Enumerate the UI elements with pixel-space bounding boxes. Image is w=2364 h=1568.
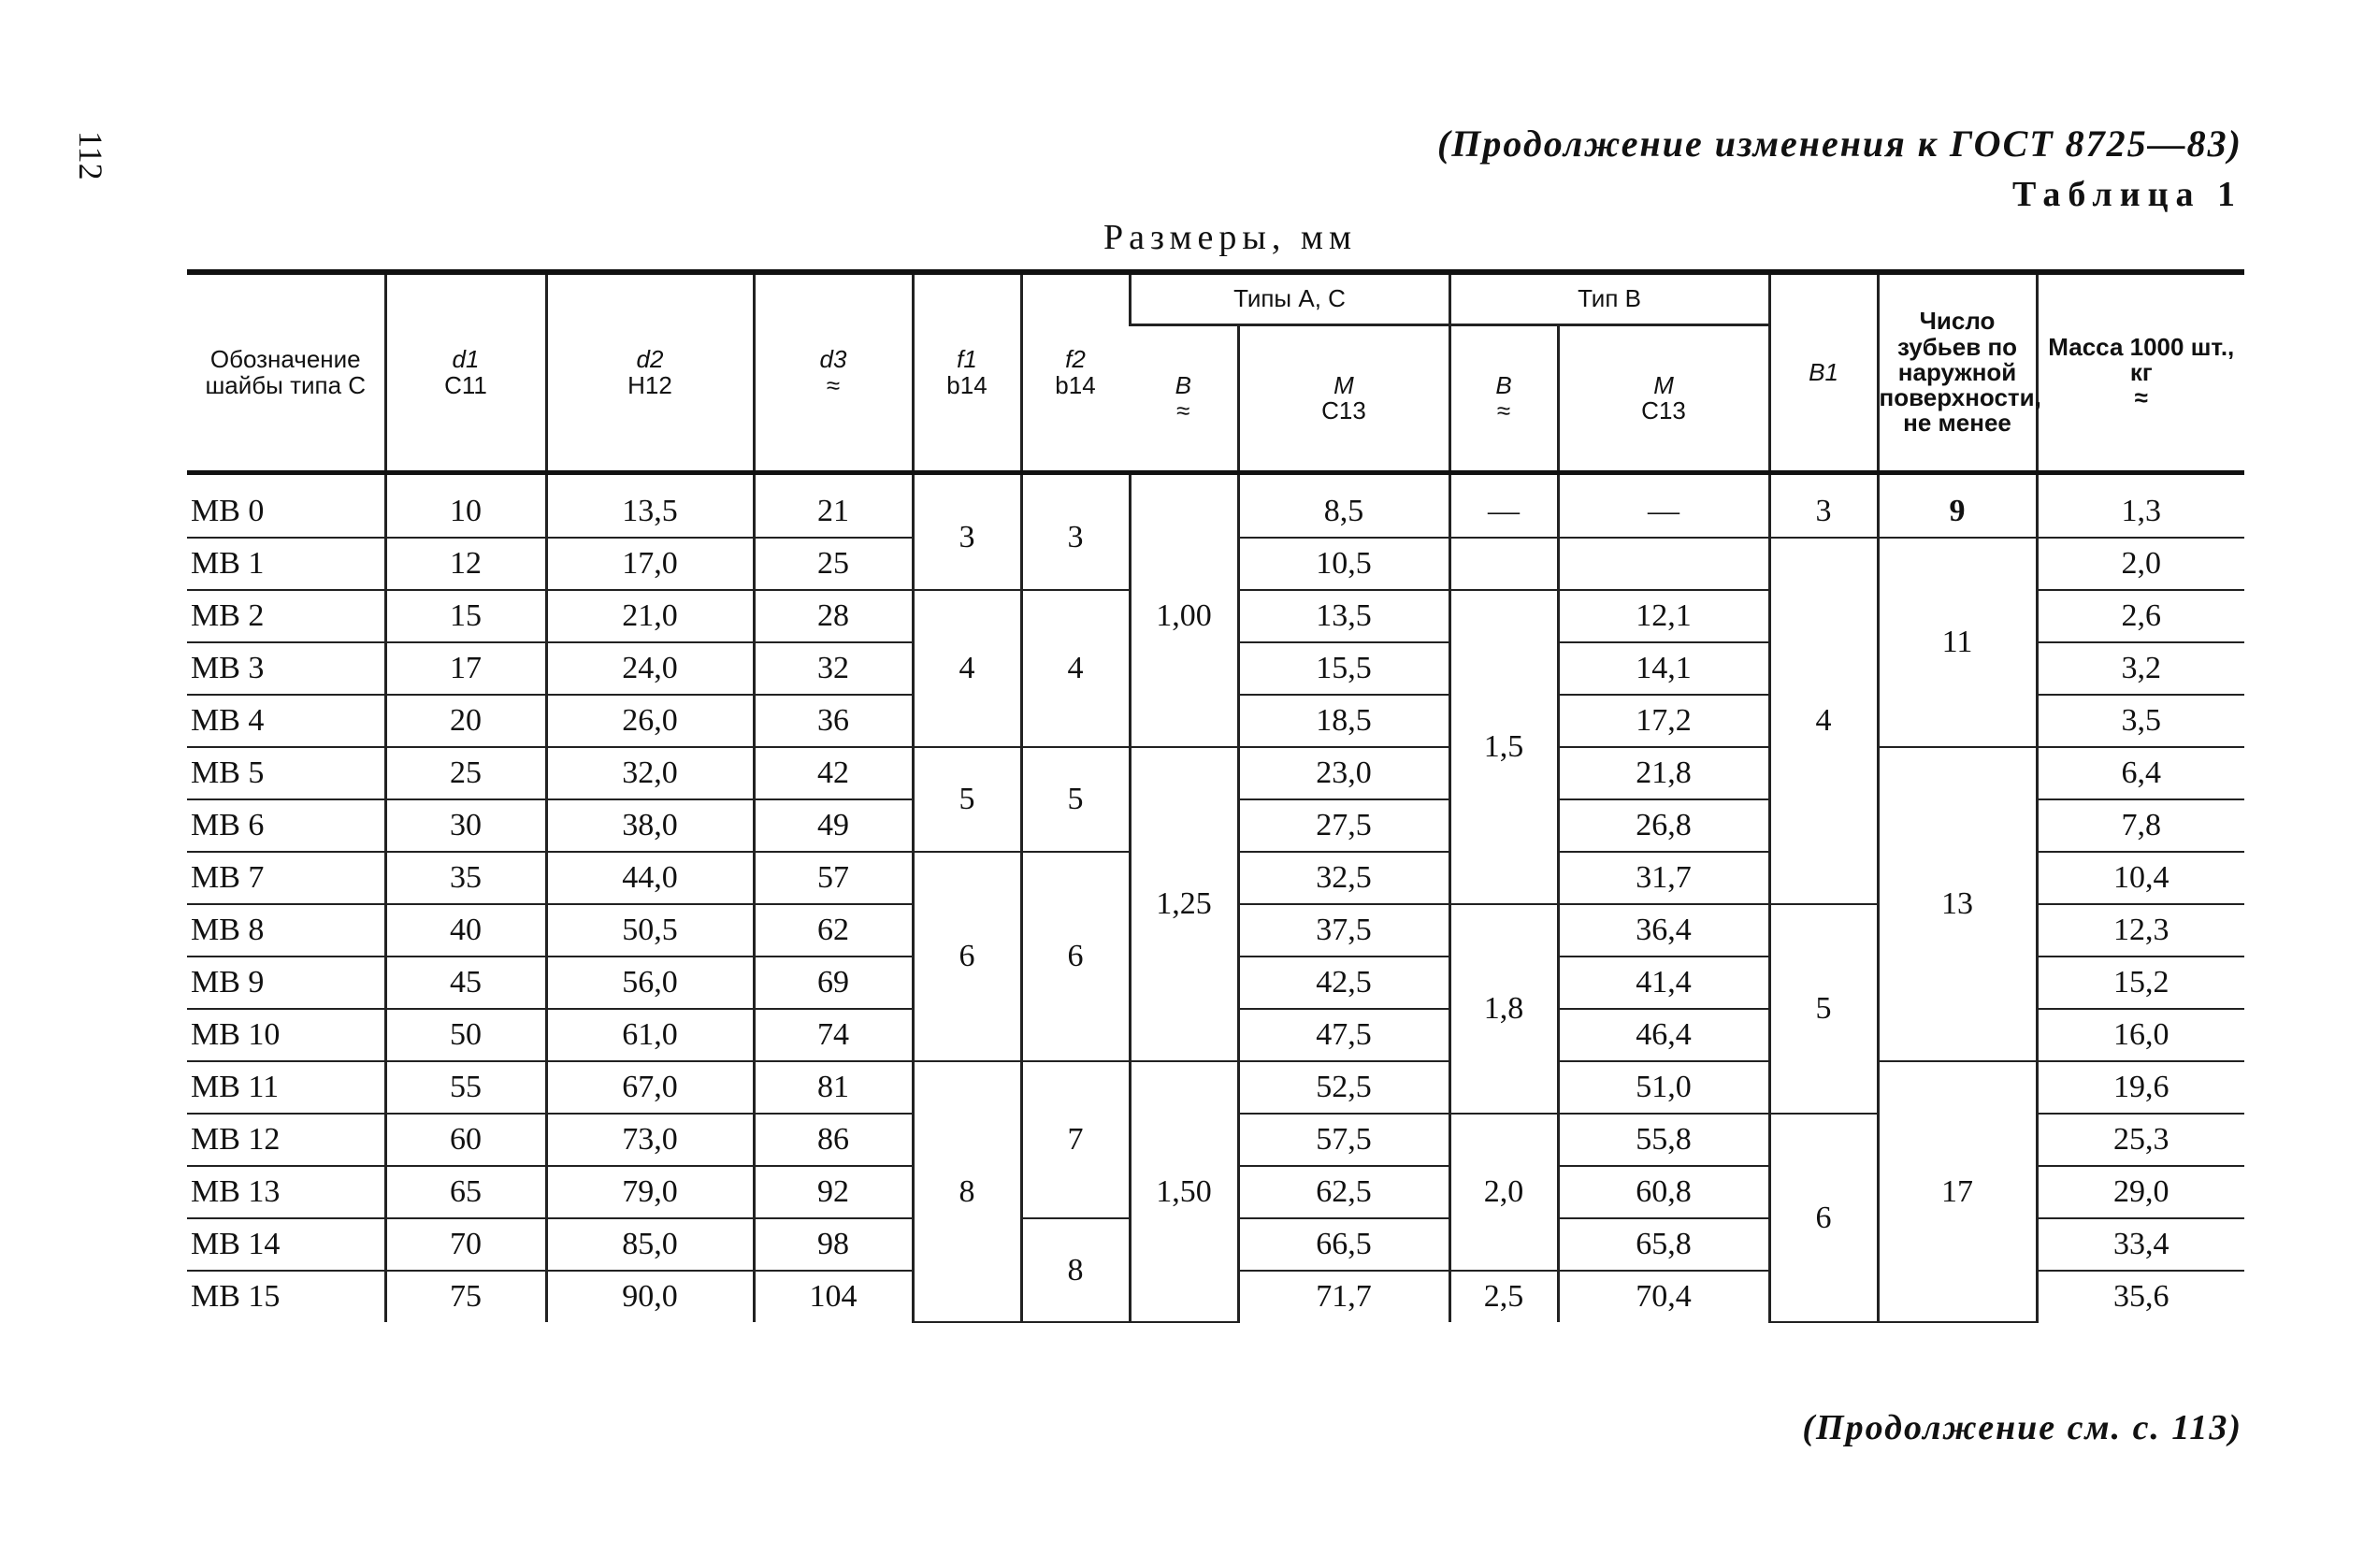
cell-designation: MB 5 [187, 747, 385, 799]
cell-teeth: 13 [1878, 747, 2037, 1061]
cell-designation: MB 12 [187, 1114, 385, 1166]
cell-b-b: 2,5 [1449, 1271, 1558, 1322]
cell-m-ac: 13,5 [1238, 590, 1449, 642]
cell-d3: 74 [754, 1009, 913, 1061]
header-m-ac: M C13 [1238, 325, 1449, 473]
cell-m-b: 70,4 [1558, 1271, 1769, 1322]
cell-d3: 25 [754, 538, 913, 590]
cell-mass: 3,2 [2037, 642, 2244, 695]
cell-m-b [1558, 538, 1769, 590]
cell-d3: 104 [754, 1271, 913, 1322]
cell-m-ac: 57,5 [1238, 1114, 1449, 1166]
cell-d2: 38,0 [546, 799, 754, 852]
cell-d2: 44,0 [546, 852, 754, 904]
header-f1: f1 b14 [913, 272, 1021, 473]
cell-b1: 3 [1769, 473, 1878, 539]
cell-d3: 57 [754, 852, 913, 904]
cell-m-b: 12,1 [1558, 590, 1769, 642]
cell-teeth: 9 [1878, 473, 2037, 539]
header-b-b: B ≈ [1449, 325, 1558, 473]
cell-b1: 4 [1769, 538, 1878, 904]
cell-designation: MB 15 [191, 1279, 281, 1314]
cell-d1: 75 [385, 1271, 546, 1322]
cell-d1: 17 [385, 642, 546, 695]
cell-f2: 3 [1021, 473, 1130, 591]
cell-f2: 4 [1021, 590, 1130, 747]
cell-d1: 55 [385, 1061, 546, 1114]
cell-d2: 90,0 [546, 1271, 754, 1322]
cell-m-ac: 37,5 [1238, 904, 1449, 957]
cell-mass: 12,3 [2037, 904, 2244, 957]
cell-d3: 86 [754, 1114, 913, 1166]
cell-m-b: 17,2 [1558, 695, 1769, 747]
cell-d1: 10 [385, 473, 546, 539]
cell-m-ac: 71,7 [1238, 1271, 1449, 1322]
cell-d3: 62 [754, 904, 913, 957]
cell-b-b: — [1449, 473, 1558, 539]
cell-d2: 26,0 [546, 695, 754, 747]
cell-m-b: 31,7 [1558, 852, 1769, 904]
cell-f1: 5 [913, 747, 1021, 852]
cell-d3: 42 [754, 747, 913, 799]
cell-d3: 69 [754, 957, 913, 1009]
cell-d1: 70 [385, 1218, 546, 1271]
cell-designation: MB 6 [187, 799, 385, 852]
continuation-header: (Продолжение изменения к ГОСТ 8725—83) [1436, 122, 2242, 165]
cell-designation: MB 13 [187, 1166, 385, 1218]
cell-m-ac: 23,0 [1238, 747, 1449, 799]
cell-d2: 17,0 [546, 538, 754, 590]
cell-designation: MB 1 [187, 538, 385, 590]
cell-mass: 10,4 [2037, 852, 2244, 904]
header-f2: f2 b14 [1021, 272, 1130, 473]
header-teeth: Число зубьев по наружной поверхности, не менее [1878, 272, 2037, 473]
header-group-type-b: Тип В [1449, 272, 1769, 325]
cell-mass: 7,8 [2037, 799, 2244, 852]
cell-d2: 67,0 [546, 1061, 754, 1114]
cell-d2: 79,0 [546, 1166, 754, 1218]
size-caption: Размеры, мм [1103, 218, 1358, 257]
cell-d2: 32,0 [546, 747, 754, 799]
cell-designation: MB 4 [187, 695, 385, 747]
cell-d2: 56,0 [546, 957, 754, 1009]
header-d1: d1 C11 [385, 272, 546, 473]
cell-d2: 61,0 [546, 1009, 754, 1061]
cell-mass: 33,4 [2037, 1218, 2244, 1271]
cell-m-b: 60,8 [1558, 1166, 1769, 1218]
cell-f1: 4 [913, 590, 1021, 747]
cell-m-ac: 8,5 [1238, 473, 1449, 539]
cell-m-ac: 32,5 [1238, 852, 1449, 904]
washer-dimensions-table [187, 269, 2244, 1323]
cell-designation: MB 2 [187, 590, 385, 642]
header-mass: Масса 1000 шт., кг ≈ [2037, 272, 2244, 473]
cell-f2: 6 [1021, 852, 1130, 1061]
cell-designation: MB 3 [187, 642, 385, 695]
cell-d1: 20 [385, 695, 546, 747]
cell-b-ac: 1,50 [1130, 1061, 1238, 1322]
cell-m-b: 46,4 [1558, 1009, 1769, 1061]
cell-d1: 15 [385, 590, 546, 642]
cell-f2: 5 [1021, 747, 1130, 852]
cell-d2: 73,0 [546, 1114, 754, 1166]
cell-f1: 8 [913, 1061, 1021, 1322]
cell-mass: 6,4 [2037, 747, 2244, 799]
cell-f2: 8 [1021, 1218, 1130, 1322]
cell-m-ac: 27,5 [1238, 799, 1449, 852]
continuation-footer: (Продолжение см. с. 113) [1802, 1408, 2242, 1447]
cell-m-b: 41,4 [1558, 957, 1769, 1009]
cell-mass: 2,6 [2037, 590, 2244, 642]
cell-mass: 19,6 [2037, 1061, 2244, 1114]
header-group-types-ac: Типы А, С [1130, 272, 1449, 325]
cell-d3: 21 [754, 473, 913, 539]
cell-m-ac: 52,5 [1238, 1061, 1449, 1114]
cell-d1: 50 [385, 1009, 546, 1061]
cell-m-b: — [1558, 473, 1769, 539]
cell-b1: 6 [1769, 1114, 1878, 1322]
cell-d3: 98 [754, 1218, 913, 1271]
cell-b-b: 1,8 [1449, 904, 1558, 1114]
cell-d3: 92 [754, 1166, 913, 1218]
header-m-b: M C13 [1558, 325, 1769, 473]
cell-m-ac: 66,5 [1238, 1218, 1449, 1271]
cell-mass: 25,3 [2037, 1114, 2244, 1166]
cell-mass: 2,0 [2037, 538, 2244, 590]
cell-m-ac: 47,5 [1238, 1009, 1449, 1061]
cell-f1: 3 [913, 473, 1021, 591]
header-d3: d3 ≈ [754, 272, 913, 473]
header-d2: d2 H12 [546, 272, 754, 473]
cell-d1: 30 [385, 799, 546, 852]
cell-d3: 32 [754, 642, 913, 695]
cell-d2: 85,0 [546, 1218, 754, 1271]
table-label: Таблица 1 [2011, 175, 2242, 214]
page-number: 112 [72, 131, 109, 180]
cell-m-b: 65,8 [1558, 1218, 1769, 1271]
header-b-ac: B ≈ [1130, 325, 1238, 473]
cell-mass: 29,0 [2037, 1166, 2244, 1218]
cell-d1: 25 [385, 747, 546, 799]
cell-d2: 21,0 [546, 590, 754, 642]
cell-d3: 49 [754, 799, 913, 852]
cell-m-ac: 10,5 [1238, 538, 1449, 590]
cell-m-ac: 62,5 [1238, 1166, 1449, 1218]
cell-d3: 81 [754, 1061, 913, 1114]
cell-d1: 40 [385, 904, 546, 957]
cell-m-b: 36,4 [1558, 904, 1769, 957]
table-row [187, 473, 2244, 539]
cell-designation: MB 9 [187, 957, 385, 1009]
cell-m-ac: 42,5 [1238, 957, 1449, 1009]
cell-designation: MB 10 [187, 1009, 385, 1061]
cell-b-b: 2,0 [1449, 1114, 1558, 1271]
cell-m-b: 55,8 [1558, 1114, 1769, 1166]
cell-mass: 15,2 [2037, 957, 2244, 1009]
cell-designation: MB 14 [187, 1218, 385, 1271]
cell-m-b: 26,8 [1558, 799, 1769, 852]
cell-mass: 35,6 [2037, 1271, 2244, 1322]
cell-mass: 1,3 [2037, 473, 2244, 539]
cell-d1: 65 [385, 1166, 546, 1218]
cell-m-ac: 18,5 [1238, 695, 1449, 747]
cell-teeth: 17 [1878, 1061, 2037, 1322]
cell-b-b: 1,5 [1449, 590, 1558, 904]
cell-d3: 28 [754, 590, 913, 642]
cell-b-ac: 1,25 [1130, 747, 1238, 1061]
cell-mass: 16,0 [2037, 1009, 2244, 1061]
cell-f2: 7 [1021, 1061, 1130, 1218]
cell-designation: MB 7 [187, 852, 385, 904]
header-designation: Обозначение шайбы типа С [187, 272, 385, 473]
cell-d2: 13,5 [546, 473, 754, 539]
cell-d1: 45 [385, 957, 546, 1009]
header-b1: B1 [1769, 272, 1878, 473]
cell-b-ac: 1,00 [1130, 473, 1238, 748]
cell-m-b: 51,0 [1558, 1061, 1769, 1114]
cell-d2: 24,0 [546, 642, 754, 695]
cell-teeth: 11 [1878, 538, 2037, 747]
cell-m-ac: 15,5 [1238, 642, 1449, 695]
table-row [187, 1061, 2244, 1114]
cell-d2: 50,5 [546, 904, 754, 957]
cell-d1: 60 [385, 1114, 546, 1166]
cell-d3: 36 [754, 695, 913, 747]
cell-d1: 35 [385, 852, 546, 904]
cell-designation: MB 0 [187, 473, 385, 539]
cell-m-b: 21,8 [1558, 747, 1769, 799]
cell-m-b: 14,1 [1558, 642, 1769, 695]
cell-b1: 5 [1769, 904, 1878, 1114]
cell-d1: 12 [385, 538, 546, 590]
table-row [187, 747, 2244, 799]
cell-designation: MB 11 [187, 1061, 385, 1114]
cell-b-b [1449, 538, 1558, 590]
cell-mass: 3,5 [2037, 695, 2244, 747]
cell-f1: 6 [913, 852, 1021, 1061]
cell-designation: MB 8 [187, 904, 385, 957]
